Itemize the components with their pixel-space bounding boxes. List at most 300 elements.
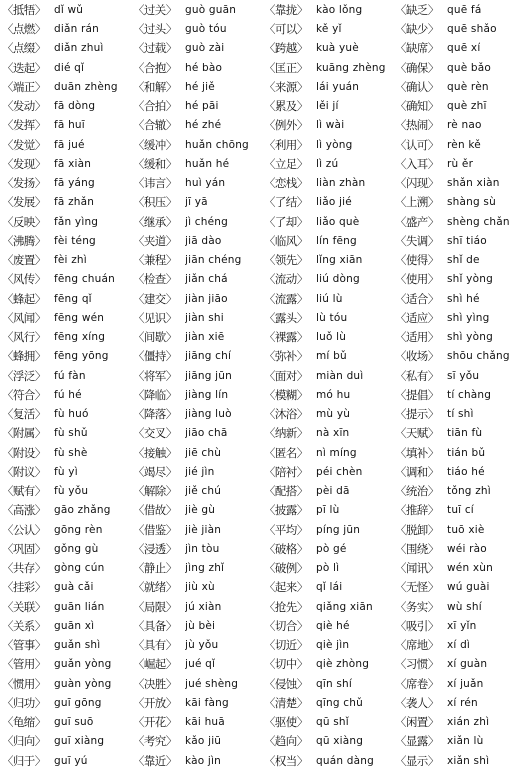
word-entry (133, 1, 264, 20)
entry-pinyin: guǎn shì (54, 639, 101, 652)
word-entry (395, 636, 525, 655)
word-entry (133, 290, 264, 309)
entry-word: 〈蜂起〉 (2, 291, 46, 306)
word-entry (395, 97, 525, 116)
word-entry (264, 752, 395, 771)
entry-word: 〈侵蚀〉 (264, 676, 308, 691)
entry-word: 〈累及〉 (264, 99, 308, 114)
entry-pinyin: fā zhǎn (54, 196, 95, 209)
word-entry (395, 502, 525, 521)
entry-word: 〈合抱〉 (133, 60, 177, 75)
entry-word: 〈沸腾〉 (2, 233, 46, 248)
word-entry (264, 1, 395, 20)
entry-word: 〈过载〉 (133, 41, 177, 56)
entry-pinyin: lǐng xiān (316, 254, 363, 267)
entry-word: 〈利用〉 (264, 137, 308, 152)
entry-pinyin: jìng zhǐ (185, 562, 225, 575)
entry-pinyin: pò lì (316, 562, 340, 575)
entry-word: 〈切合〉 (264, 618, 308, 633)
word-entry (395, 328, 525, 347)
word-entry (395, 251, 525, 270)
entry-pinyin: jī yā (185, 196, 208, 209)
word-entry (133, 194, 264, 213)
entry-pinyin: lì wài (316, 119, 345, 132)
entry-word: 〈适用〉 (395, 330, 439, 345)
entry-pinyin: fēng wén (54, 311, 105, 324)
word-entry (395, 290, 525, 309)
entry-pinyin: guān lián (54, 600, 105, 613)
word-entry (133, 502, 264, 521)
word-entry (133, 521, 264, 540)
word-entry (2, 656, 133, 675)
entry-word: 〈入耳〉 (395, 156, 439, 171)
entry-word: 〈发扬〉 (2, 176, 46, 191)
entry-word: 〈可以〉 (264, 22, 308, 37)
entry-word: 〈务实〉 (395, 599, 439, 614)
entry-pinyin: péi chèn (316, 465, 363, 478)
entry-pinyin: jìn tòu (185, 542, 220, 555)
entry-word: 〈适应〉 (395, 310, 439, 325)
word-entry (133, 559, 264, 578)
entry-word: 〈龟缩〉 (2, 715, 46, 730)
word-entry (395, 559, 525, 578)
entry-word: 〈面对〉 (264, 368, 308, 383)
word-entry (264, 328, 395, 347)
word-entry (2, 617, 133, 636)
entry-pinyin: fā jué (54, 138, 85, 151)
entry-word: 〈切近〉 (264, 638, 308, 653)
word-entry (264, 675, 395, 694)
word-entry (395, 675, 525, 694)
entry-pinyin: guò zài (185, 42, 225, 55)
entry-pinyin: jiǎn chá (185, 273, 228, 286)
entry-word: 〈推辞〉 (395, 503, 439, 518)
word-entry (395, 309, 525, 328)
entry-pinyin: què zhī (447, 100, 487, 113)
entry-pinyin: fù yì (54, 465, 78, 478)
entry-pinyin: shì hé (447, 292, 480, 305)
entry-pinyin: fù yǒu (54, 485, 89, 498)
word-entry (264, 251, 395, 270)
entry-pinyin: shī tiáo (447, 234, 487, 247)
word-entry (264, 155, 395, 174)
entry-word: 〈确知〉 (395, 99, 439, 114)
word-entry (395, 213, 525, 232)
entry-pinyin: shǎn xiàn (447, 177, 500, 190)
word-entry (133, 78, 264, 97)
entry-word: 〈决胜〉 (133, 676, 177, 691)
entry-word: 〈公认〉 (2, 522, 46, 537)
entry-pinyin: quán dàng (316, 754, 374, 767)
entry-word: 〈讳言〉 (133, 176, 177, 191)
entry-pinyin: fú fàn (54, 369, 86, 382)
entry-pinyin: liǎo jié (316, 196, 352, 209)
entry-word: 〈借故〉 (133, 503, 177, 518)
entry-word: 〈考究〉 (133, 734, 177, 749)
word-entry (264, 656, 395, 675)
entry-word: 〈露头〉 (264, 310, 308, 325)
entry-pinyin: jù yǒu (185, 639, 219, 652)
entry-word: 〈高涨〉 (2, 503, 46, 518)
entry-word: 〈发动〉 (2, 99, 46, 114)
entry-word: 〈匡正〉 (264, 60, 308, 75)
word-entry (2, 694, 133, 713)
word-entry (2, 559, 133, 578)
entry-word: 〈适合〉 (395, 291, 439, 306)
word-entry (2, 155, 133, 174)
word-entry (2, 598, 133, 617)
entry-word: 〈合拍〉 (133, 99, 177, 114)
entry-word: 〈降临〉 (133, 387, 177, 402)
word-entry (133, 271, 264, 290)
word-entry (264, 579, 395, 598)
word-entry (395, 694, 525, 713)
entry-word: 〈附属〉 (2, 426, 46, 441)
word-entry (2, 78, 133, 97)
word-entry (133, 309, 264, 328)
entry-pinyin: fēng qǐ (54, 292, 92, 305)
entry-pinyin: shì yòng (447, 331, 493, 344)
word-entry (395, 194, 525, 213)
word-entry (395, 59, 525, 78)
entry-pinyin: tuō xiè (447, 523, 485, 536)
entry-pinyin: kāi fàng (185, 696, 229, 709)
word-entry (2, 194, 133, 213)
word-entry (264, 502, 395, 521)
entry-pinyin: fēng yōng (54, 350, 109, 363)
entry-word: 〈裸露〉 (264, 330, 308, 345)
word-entry (133, 463, 264, 482)
word-entry (395, 117, 525, 136)
word-entry (395, 40, 525, 59)
entry-pinyin: qū xiàng (316, 735, 364, 748)
word-entry (133, 59, 264, 78)
word-entry (2, 425, 133, 444)
word-entry (133, 328, 264, 347)
word-entry (2, 675, 133, 694)
entry-pinyin: qīng chǔ (316, 696, 363, 709)
entry-word: 〈恋栈〉 (264, 176, 308, 191)
entry-word: 〈发觉〉 (2, 137, 46, 152)
entry-word: 〈使得〉 (395, 253, 439, 268)
entry-pinyin: liú lù (316, 292, 343, 305)
word-entry (264, 559, 395, 578)
entry-pinyin: xiǎn shì (447, 754, 490, 767)
entry-word: 〈提示〉 (395, 407, 439, 422)
entry-pinyin: jú xiàn (185, 600, 222, 613)
entry-pinyin: fù shǔ (54, 427, 88, 440)
entry-word: 〈符合〉 (2, 387, 46, 402)
entry-pinyin: jiàng lín (185, 388, 229, 401)
entry-word: 〈解除〉 (133, 484, 177, 499)
entry-pinyin: kuāng zhèng (316, 61, 386, 74)
word-entry (395, 463, 525, 482)
word-entry (2, 40, 133, 59)
word-entry (133, 733, 264, 752)
entry-pinyin: guàn yòng (54, 677, 112, 690)
entry-word: 〈僵持〉 (133, 349, 177, 364)
entry-word: 〈附设〉 (2, 445, 46, 460)
entry-pinyin: qū shǐ (316, 716, 349, 729)
entry-pinyin: lěi jí (316, 100, 339, 113)
word-entry (2, 348, 133, 367)
entry-pinyin: jù bèi (185, 619, 216, 632)
word-entry (2, 290, 133, 309)
entry-pinyin: fā xiàn (54, 157, 92, 170)
entry-word: 〈领先〉 (264, 253, 308, 268)
entry-pinyin: tí shì (447, 408, 474, 421)
entry-pinyin: duān zhèng (54, 80, 118, 93)
word-entry (264, 367, 395, 386)
word-entry (264, 194, 395, 213)
word-entry (133, 117, 264, 136)
entry-pinyin: gǒng gù (54, 542, 99, 555)
entry-word: 〈废置〉 (2, 253, 46, 268)
entry-word: 〈围绕〉 (395, 541, 439, 556)
word-entry (133, 40, 264, 59)
word-entry (133, 579, 264, 598)
word-entry (264, 617, 395, 636)
word-entry (2, 117, 133, 136)
entry-word: 〈附议〉 (2, 464, 46, 479)
entry-pinyin: nà xīn (316, 427, 350, 440)
entry-pinyin: gòng cún (54, 562, 105, 575)
entry-pinyin: qīn shí (316, 677, 353, 690)
entry-pinyin: quē shǎo (447, 23, 497, 36)
word-entry (264, 271, 395, 290)
entry-word: 〈权当〉 (264, 753, 308, 768)
entry-word: 〈席地〉 (395, 638, 439, 653)
entry-word: 〈热闹〉 (395, 118, 439, 133)
entry-pinyin: shǐ de (447, 254, 480, 267)
word-entry (395, 752, 525, 771)
entry-pinyin: mí bǔ (316, 350, 347, 363)
word-entry (264, 482, 395, 501)
entry-word: 〈天赋〉 (395, 426, 439, 441)
entry-pinyin: kǎo jiū (185, 735, 222, 748)
word-entry (395, 174, 525, 193)
entry-pinyin: jiāng jūn (185, 369, 232, 382)
entry-pinyin: pèi dā (316, 485, 350, 498)
entry-pinyin: rèn kě (447, 138, 481, 151)
word-entry (264, 97, 395, 116)
entry-pinyin: shàng sù (447, 196, 496, 209)
word-entry (395, 20, 525, 39)
word-entry (395, 136, 525, 155)
entry-pinyin: jiàng luò (185, 408, 232, 421)
entry-pinyin: guǎn yòng (54, 658, 112, 671)
entry-word: 〈开花〉 (133, 715, 177, 730)
word-entry (264, 694, 395, 713)
entry-pinyin: fèi téng (54, 234, 96, 247)
entry-pinyin: guà cǎi (54, 581, 94, 594)
word-entry (133, 232, 264, 251)
entry-pinyin: luǒ lù (316, 331, 347, 344)
entry-word: 〈降落〉 (133, 407, 177, 422)
entry-pinyin: qiè zhòng (316, 658, 370, 671)
entry-word: 〈开放〉 (133, 695, 177, 710)
word-entry (395, 425, 525, 444)
entry-word: 〈复活〉 (2, 407, 46, 422)
entry-pinyin: wén xùn (447, 562, 493, 575)
entry-word: 〈临风〉 (264, 233, 308, 248)
entry-pinyin: diǎn rán (54, 23, 100, 36)
entry-word: 〈归向〉 (2, 734, 46, 749)
word-entry (133, 713, 264, 732)
entry-pinyin: guī yú (54, 754, 88, 767)
entry-pinyin: kuà yuè (316, 42, 359, 55)
entry-word: 〈靠拢〉 (264, 2, 308, 17)
entry-word: 〈借鉴〉 (133, 522, 177, 537)
entry-pinyin: quē fá (447, 3, 482, 16)
entry-word: 〈确认〉 (395, 79, 439, 94)
entry-word: 〈风传〉 (2, 272, 46, 287)
word-entry (133, 367, 264, 386)
entry-pinyin: jiàn shi (185, 311, 224, 324)
word-entry (133, 136, 264, 155)
word-entry (264, 598, 395, 617)
entry-word: 〈局限〉 (133, 599, 177, 614)
entry-word: 〈发展〉 (2, 195, 46, 210)
entry-word: 〈私有〉 (395, 368, 439, 383)
entry-word: 〈上溯〉 (395, 195, 439, 210)
entry-word: 〈平均〉 (264, 522, 308, 537)
word-entry (264, 733, 395, 752)
entry-pinyin: jiāng chí (185, 350, 232, 363)
word-entry (133, 386, 264, 405)
entry-word: 〈跨越〉 (264, 41, 308, 56)
word-entry (264, 444, 395, 463)
word-entry (133, 656, 264, 675)
word-entry (133, 482, 264, 501)
entry-pinyin: jiàn xiē (185, 331, 225, 344)
entry-pinyin: fǎn yìng (54, 215, 99, 228)
entry-pinyin: pī lù (316, 504, 340, 517)
word-entry (2, 97, 133, 116)
word-entry (2, 579, 133, 598)
entry-pinyin: qǐ lái (316, 581, 343, 594)
word-entry (395, 617, 525, 636)
word-entry (395, 405, 525, 424)
word-entry (2, 174, 133, 193)
word-entry (264, 425, 395, 444)
word-entry (2, 232, 133, 251)
entry-pinyin: tuī cí (447, 504, 474, 517)
entry-pinyin: jiè jiàn (185, 523, 222, 536)
word-entry (395, 78, 525, 97)
entry-word: 〈显露〉 (395, 734, 439, 749)
word-entry (395, 155, 525, 174)
entry-pinyin: guī xiàng (54, 735, 105, 748)
entry-word: 〈兼程〉 (133, 253, 177, 268)
entry-pinyin: guī gōng (54, 696, 102, 709)
word-entry (2, 463, 133, 482)
entry-word: 〈统治〉 (395, 484, 439, 499)
entry-pinyin: tiān fù (447, 427, 483, 440)
entry-word: 〈浸透〉 (133, 541, 177, 556)
entry-pinyin: shǐ yòng (447, 273, 493, 286)
entry-word: 〈靠近〉 (133, 753, 177, 768)
word-entry (133, 694, 264, 713)
word-entry (2, 1, 133, 20)
entry-pinyin: liàn zhàn (316, 177, 366, 190)
entry-word: 〈建交〉 (133, 291, 177, 306)
word-entry (395, 656, 525, 675)
entry-word: 〈弥补〉 (264, 349, 308, 364)
entry-pinyin: kě yǐ (316, 23, 342, 36)
word-entry (2, 251, 133, 270)
entry-word: 〈交叉〉 (133, 426, 177, 441)
word-entry (2, 309, 133, 328)
entry-word: 〈管事〉 (2, 638, 46, 653)
word-entry (264, 463, 395, 482)
entry-pinyin: fā dòng (54, 100, 96, 113)
entry-word: 〈确保〉 (395, 60, 439, 75)
word-entry (395, 733, 525, 752)
entry-pinyin: rè nao (447, 119, 482, 132)
entry-word: 〈破格〉 (264, 541, 308, 556)
entry-word: 〈切中〉 (264, 657, 308, 672)
entry-word: 〈将军〉 (133, 368, 177, 383)
entry-word: 〈关联〉 (2, 599, 46, 614)
word-entry (395, 713, 525, 732)
word-entry (2, 405, 133, 424)
word-entry (2, 386, 133, 405)
entry-pinyin: kào lǒng (316, 3, 363, 16)
entry-pinyin: diǎn zhuì (54, 42, 104, 55)
entry-pinyin: tí chàng (447, 388, 492, 401)
word-entry (133, 444, 264, 463)
word-entry (395, 367, 525, 386)
entry-word: 〈共存〉 (2, 561, 46, 576)
entry-word: 〈接触〉 (133, 445, 177, 460)
entry-pinyin: hé bào (185, 61, 223, 74)
entry-word: 〈风闻〉 (2, 310, 46, 325)
word-entry (2, 20, 133, 39)
entry-pinyin: fèi zhì (54, 254, 87, 267)
word-entry (264, 348, 395, 367)
entry-pinyin: shì yìng (447, 311, 490, 324)
entry-pinyin: liǎo què (316, 215, 360, 228)
entry-word: 〈继承〉 (133, 214, 177, 229)
entry-word: 〈流露〉 (264, 291, 308, 306)
entry-word: 〈盛产〉 (395, 214, 439, 229)
entry-pinyin: jì chéng (185, 215, 228, 228)
word-entry (395, 521, 525, 540)
entry-pinyin: jiā dào (185, 234, 222, 247)
word-entry (2, 213, 133, 232)
entry-word: 〈赋有〉 (2, 484, 46, 499)
entry-word: 〈缺乏〉 (395, 2, 439, 17)
entry-word: 〈归功〉 (2, 695, 46, 710)
entry-pinyin: xī yǐn (447, 619, 477, 632)
word-entry (133, 540, 264, 559)
word-entry (264, 309, 395, 328)
entry-pinyin: rù ěr (447, 157, 474, 170)
entry-pinyin: qiǎng xiān (316, 600, 373, 613)
entry-word: 〈检查〉 (133, 272, 177, 287)
entry-pinyin: gāo zhǎng (54, 504, 111, 517)
entry-word: 〈陪衬〉 (264, 464, 308, 479)
entry-word: 〈失调〉 (395, 233, 439, 248)
entry-word: 〈合辙〉 (133, 118, 177, 133)
entry-word: 〈挂彩〉 (2, 580, 46, 595)
word-entry (395, 1, 525, 20)
entry-word: 〈闪现〉 (395, 176, 439, 191)
entry-word: 〈蜂拥〉 (2, 349, 46, 364)
entry-word: 〈例外〉 (264, 118, 308, 133)
word-entry (264, 59, 395, 78)
